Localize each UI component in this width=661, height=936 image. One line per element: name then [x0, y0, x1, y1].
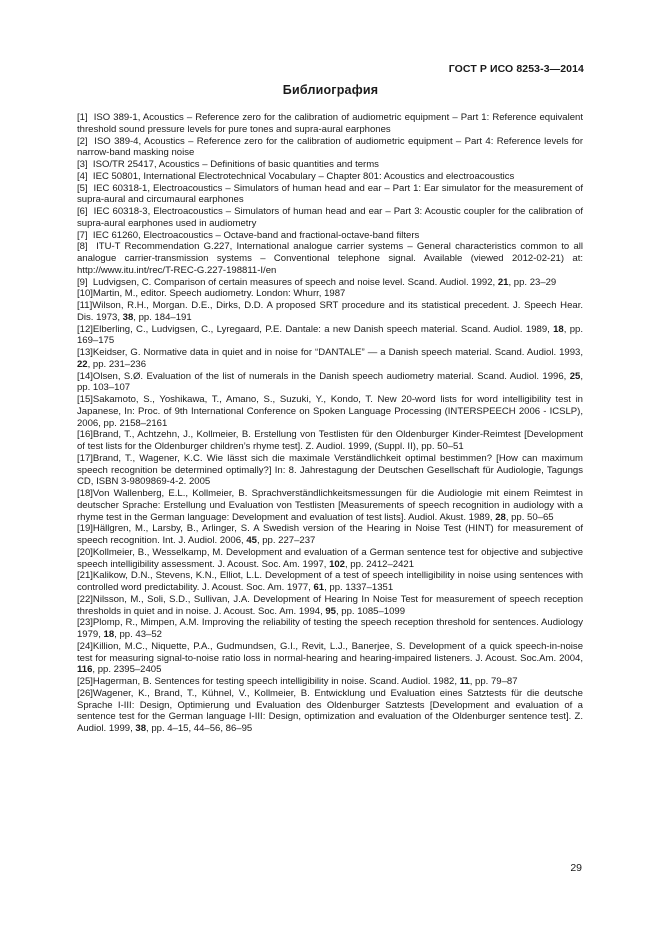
reference-text: [8] ITU-T Recommendation G.227, International analogue carrier systems – General characteristics common to all analogue carrier-transmission systems – Conventional telephone signal. Available (viewed 2012-02-21) at: http://www.itu.int/rec/T-REC-G.227-198811-I/en: [77, 241, 583, 276]
reference-pages: , pp. 23–29: [508, 276, 557, 288]
reference-text: [5] IEC 60318-1, Electroacoustics – Simulators of human head and ear – Part 1: Ear simulator for the measurement of supra-aural and circumaural earphones: [77, 182, 583, 206]
reference-volume: 38: [122, 311, 134, 323]
reference-item: [77, 488, 583, 523]
reference-pages: , pp. 2395–2405: [92, 664, 162, 676]
reference-item: [77, 394, 583, 429]
reference-text: [4] IEC 50801, International Electrotechnical Vocabulary – Chapter 801: Acoustics and electroacoustics: [77, 170, 515, 182]
reference-item: [77, 453, 583, 488]
reference-pages: , pp. 1085–1099: [336, 605, 406, 617]
reference-item: [77, 676, 583, 688]
standard-designation: ГОСТ Р ИСО 8253-3—2014: [448, 63, 584, 75]
reference-item: [77, 206, 583, 230]
reference-item: [77, 594, 583, 618]
reference-item: [77, 183, 583, 207]
reference-volume: 95: [325, 605, 336, 617]
reference-text: [24]Killion, M.C., Niquette, P.A., Gudmundsen, G.I., Revit, L.J., Banerjee, S. Development of a quick speech-in-noise test for measuring signal-to-noise ratio loss in normal-hearing and hearing-impaired listeners. J. Acoust. Soc.Am. 2004,: [77, 640, 583, 664]
reference-volume: 11: [459, 676, 470, 687]
reference-pages: , pp. 43–52: [114, 629, 162, 640]
reference-volume: 45: [246, 535, 257, 546]
reference-volume: 38: [135, 723, 147, 734]
reference-text: [10]Martin, M., editor. Speech audiometry. London: Whurr, 1987: [77, 288, 346, 300]
reference-item: [77, 523, 583, 547]
reference-text: [13]Keidser, G. Normative data in quiet and in noise for “DANTALE” — a Danish speech material. Scand. Audiol. 1993,: [77, 347, 583, 358]
reference-pages: , pp. 1337–1351: [324, 582, 394, 593]
reference-text: [20]Kollmeier, B., Wesselkamp, M. Development and evaluation of a German sentence test for objective and subjective speech intelligibility assessment. J. Acoust. Soc. Am. 1997,: [77, 546, 583, 570]
reference-text: [23]Plomp, R., Mimpen, A.M. Improving the reliability of testing the speech reception threshold for sentences. Audiology 1979,: [77, 617, 583, 640]
page-number: 29: [570, 862, 582, 874]
reference-text: [16]Brand, T., Achtzehn, J., Kollmeier, B. Erstellung von Testlisten für den Oldenburger Kinder-Reimtest [Development of test lists for the Oldenburger children’s rhyme test]. Z. Audiol. 1999, (Suppl. II), pp. 50–51: [77, 429, 583, 452]
reference-volume: 18: [553, 323, 564, 335]
reference-volume: 22: [77, 358, 88, 370]
bibliography-list: [77, 112, 583, 735]
reference-pages: , pp. 50–65: [505, 511, 554, 523]
reference-text: [18]Von Wallenberg, E.L., Kollmeier, B. Sprachverständlichkeitsmessungen für die Audiologie mit einem Reimtest in deutscher Sprache: Erstellung und Evaluation von Testlisten [Measurements of speech recognition in audiology with a rhyme test in the German language: Development and evaluation of test lists]. Audiol. Akust. 1989,: [77, 488, 583, 523]
reference-pages: , pp. 184–191: [133, 311, 192, 323]
reference-volume: 25: [569, 370, 581, 382]
reference-text: [2] ISO 389-4, Acoustics – Reference zero for the calibration of audiometric equipment – Part 4: Reference levels for narrow-band masking noise: [77, 135, 583, 159]
reference-item: [77, 159, 583, 171]
reference-volume: 116: [77, 664, 93, 676]
reference-text: [26]Wagener, K., Brand, T., Kühnel, V., Kollmeier, B. Entwicklung und Evaluation eines Satztests für die deutsche Sprache I-III: Design, Optimierung und Evaluation des Oldenburger Satztests [Development and evaluation of a sentence test for the German language I-III: Design, optimization and evaluation of the Oldenburger sentence test]. Z. Audiol. 1999,: [77, 687, 583, 734]
reference-text: [7] IEC 61260, Electroacoustics – Octave-band and fractional-octave-band filters: [77, 229, 420, 241]
reference-item: [77, 371, 583, 395]
reference-item: [77, 347, 583, 371]
reference-item: [77, 641, 583, 676]
reference-text: [17]Brand, T., Wagener, K.C. Wie lässt sich die maximale Verständlichkeit optimal bestimmen? [How can maximum speech recognition be determined optimally?] In: 8. Jahrestagung der Deutschen Gesellschaft für Audiologie, Tagungs CD, ISBN 3-9809869-4-2. 2005: [77, 452, 583, 488]
reference-volume: 21: [497, 276, 509, 288]
reference-item: [77, 617, 583, 641]
reference-pages: , pp. 227–237: [256, 535, 316, 546]
reference-item: [77, 230, 583, 242]
reference-item: [77, 136, 583, 160]
reference-volume: 28: [495, 511, 506, 523]
reference-item: [77, 570, 583, 594]
reference-volume: 102: [329, 558, 345, 570]
reference-text: [9] Ludvigsen, C. Comparison of certain measures of speech and noise level. Scand. Audiol. 1992,: [77, 276, 498, 288]
reference-item: [77, 324, 583, 348]
reference-item: [77, 688, 583, 735]
reference-pages: , pp. 231–236: [87, 358, 147, 370]
reference-text: [15]Sakamoto, S., Yoshikawa, T., Amano, S., Suzuki, Y., Kondo, T. New 20-word lists for word intelligibility test in Japanese, In: Proc. of 9th International Conference on Spoken Language Processing (INTERSPEECH 2006 - ICSLP), 2006, pp. 2158–2161: [77, 394, 583, 429]
reference-pages: , pp. 2412–2421: [345, 558, 415, 570]
reference-item: [77, 429, 583, 453]
reference-text: [1] ISO 389-1, Acoustics – Reference zero for the calibration of audiometric equipment – Part 1: Reference equivalent threshold sound pressure levels for pure tones and supra-aural earphones: [77, 112, 583, 135]
reference-text: [25]Hagerman, B. Sentences for testing speech intelligibility in noise. Scand. Audiol. 1982,: [77, 676, 460, 687]
reference-text: [19]Hällgren, M., Larsby, B., Arlinger, S. A Swedish version of the Hearing in Noise Test (HINT) for measurement of speech recognition. Int. J. Audiol. 2006,: [77, 523, 583, 546]
reference-item: [77, 277, 583, 289]
reference-text: [21]Kalikow, D.N., Stevens, K.N., Elliot, L.L. Development of a test of speech intelligibility in noise using sentences with controlled word predictability. J. Acoust. Soc. Am. 1977,: [77, 570, 583, 593]
reference-text: [3] ISO/TR 25417, Acoustics – Definitions of basic quantities and terms: [77, 159, 379, 170]
reference-item: [77, 288, 583, 300]
reference-item: [77, 112, 583, 136]
reference-text: [22]Nilsson, M., Soli, S.D., Sullivan, J.A. Development of Hearing In Noise Test for measurement of speech reception thresholds in quiet and in noise. J. Acoust. Soc. Am. 1994,: [77, 593, 583, 617]
reference-item: [77, 241, 583, 276]
reference-pages: , pp. 79–87: [469, 676, 518, 687]
reference-item: [77, 547, 583, 571]
reference-text: [6] IEC 60318-3, Electroacoustics – Simulators of human head and ear – Part 3: Acoustic coupler for the calibration of supra-aural earphones used in audiometry: [77, 206, 583, 229]
reference-pages: , pp. 103–107: [77, 370, 583, 394]
reference-text: [14]Olsen, S.Ø. Evaluation of the list of numerals in the Danish speech audiometry material. Scand. Audiol. 1996,: [77, 370, 570, 382]
reference-pages: , pp. 4–15, 44–56, 86–95: [146, 723, 253, 734]
reference-volume: 61: [313, 582, 325, 593]
page-title: Библиография: [282, 83, 379, 97]
reference-item: [77, 300, 583, 324]
reference-pages: , pp. 169–175: [77, 323, 584, 347]
reference-text: [11]Wilson, R.H., Morgan. D.E., Dirks, D.D. A proposed SRT procedure and its statistical precedent. J. Speech Hear. Dis. 1973,: [77, 300, 583, 323]
reference-item: [77, 171, 583, 183]
reference-text: [12]Elberling, C., Ludvigsen, C., Lyregaard, P.E. Dantale: a new Danish speech material. Scand. Audiol. 1989,: [77, 323, 554, 335]
reference-volume: 18: [103, 629, 115, 640]
